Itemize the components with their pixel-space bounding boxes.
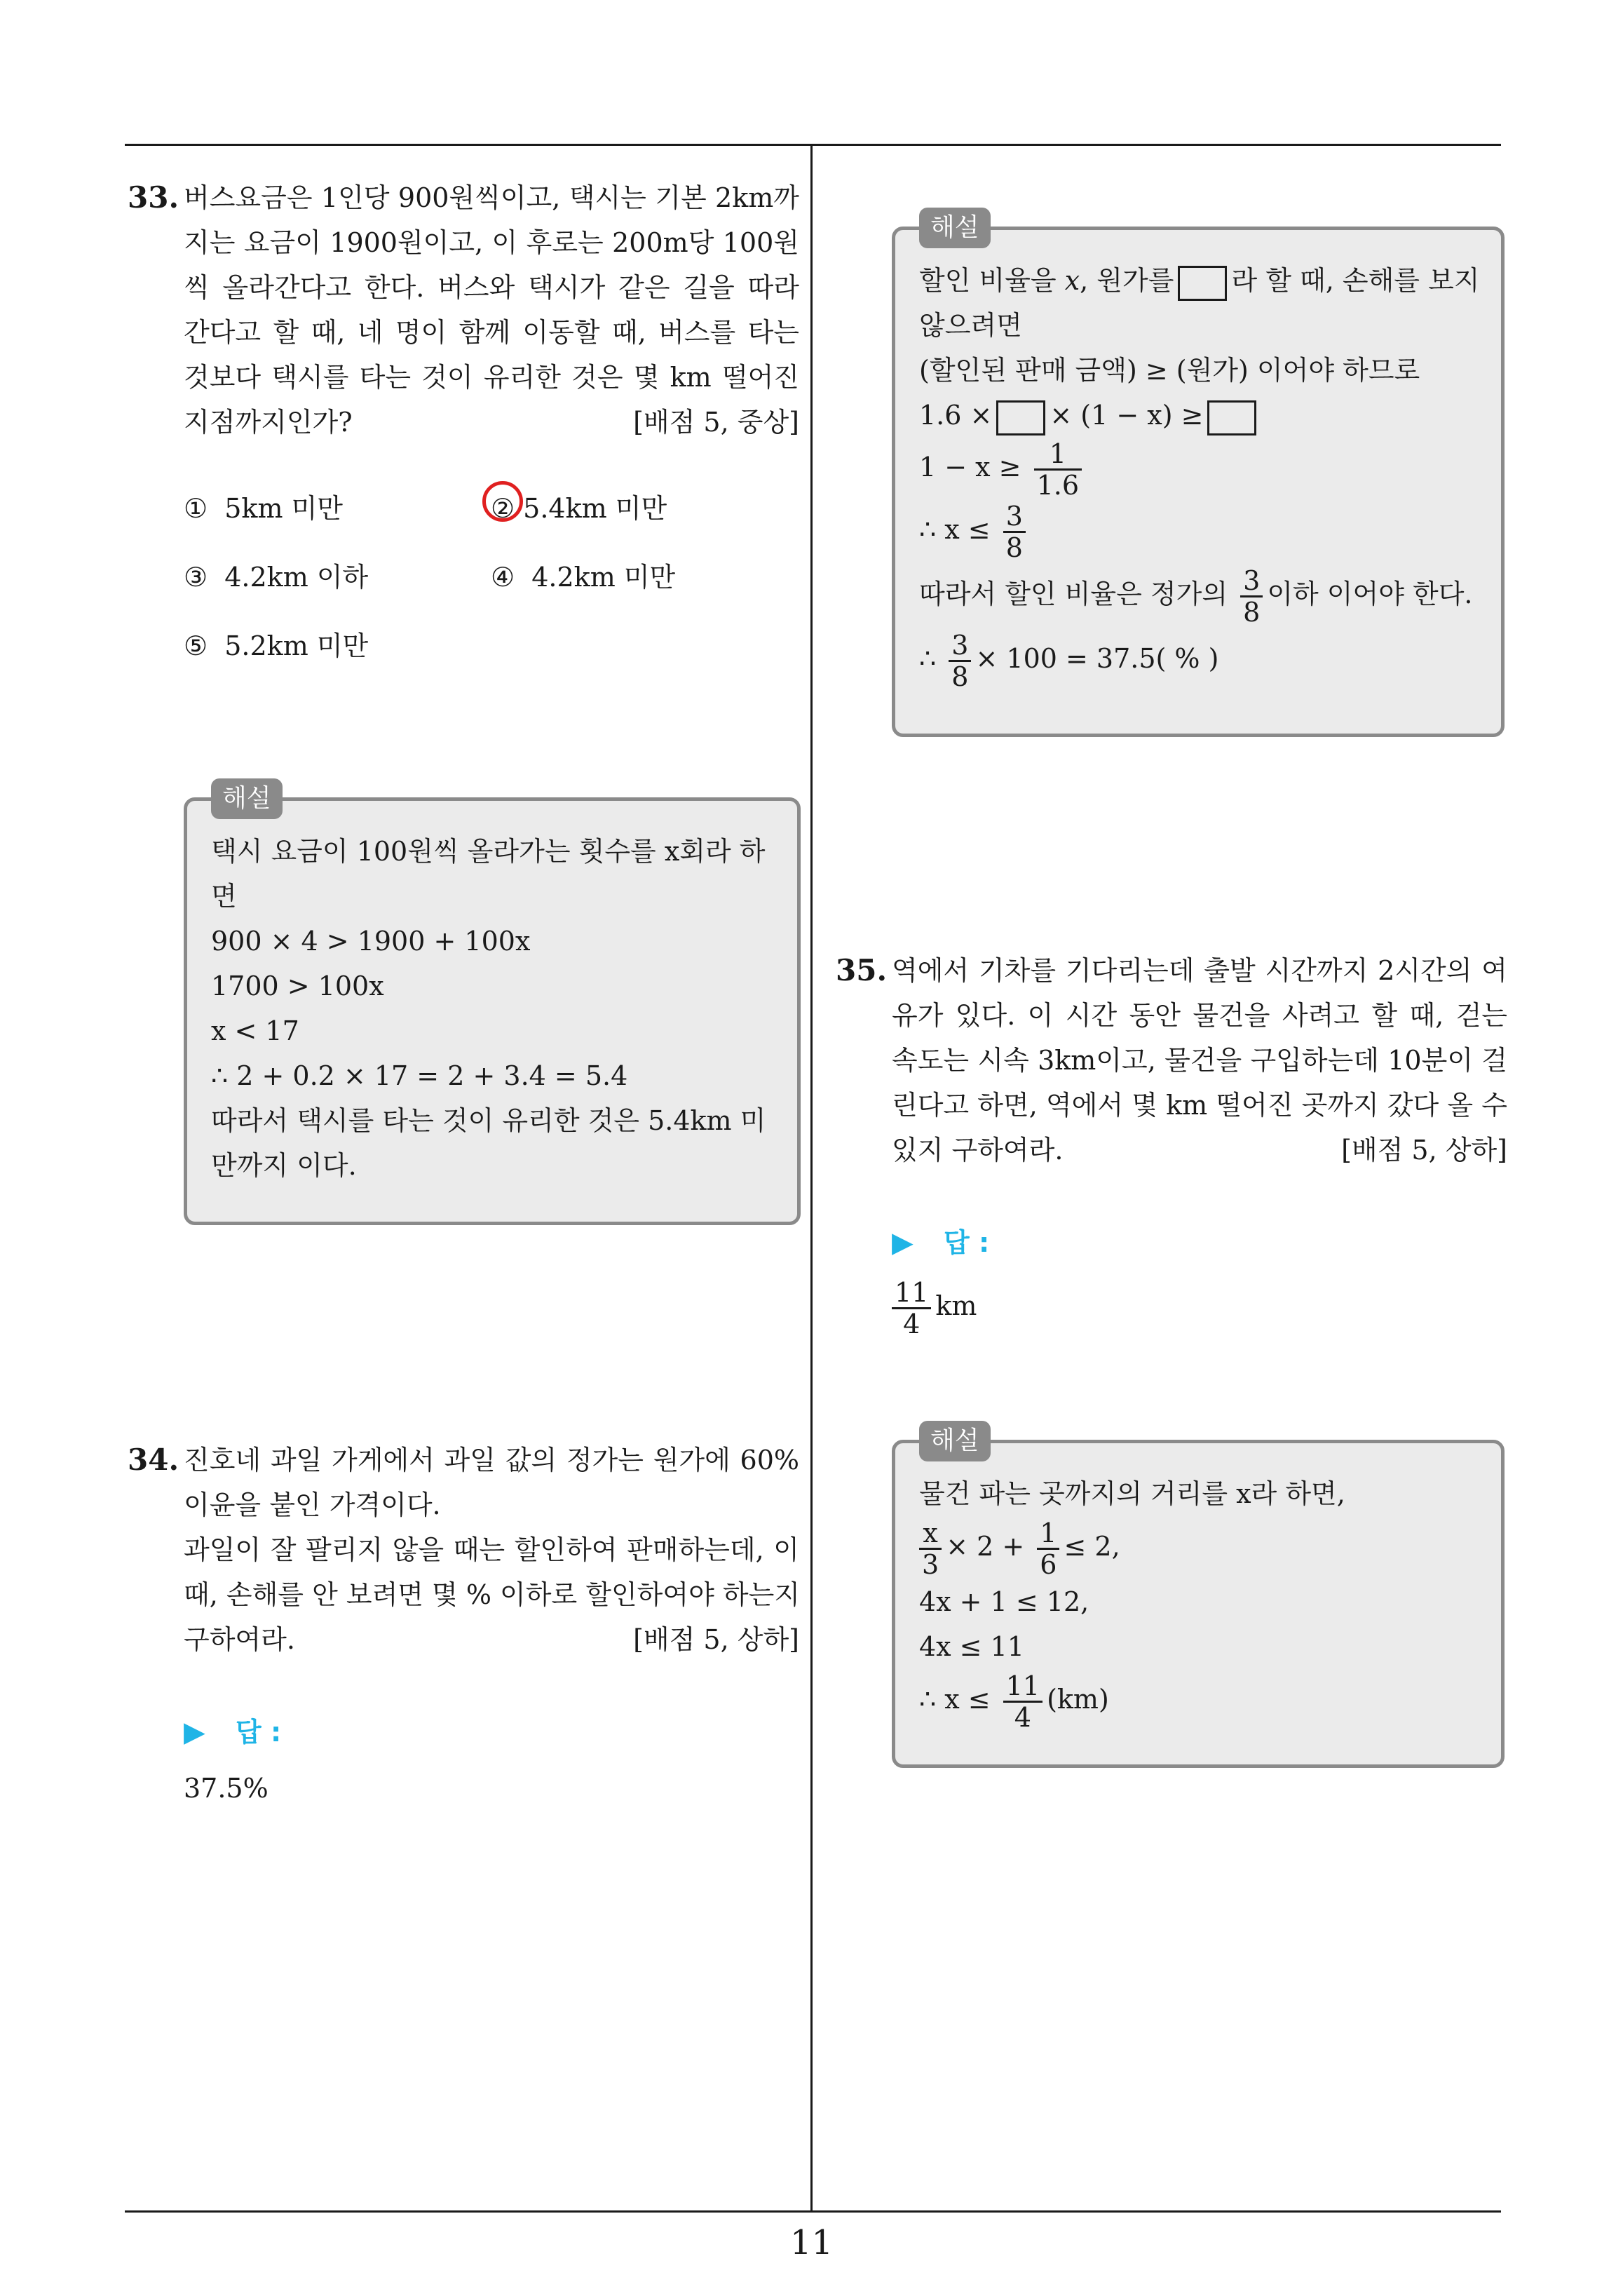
- bottom-rule: [125, 2210, 1501, 2213]
- question-line: 버스요금은 1인당 900원씩이고, 택시는 기본 2km까: [184, 182, 799, 213]
- solution-text: × (1 − x) ≥: [1050, 400, 1204, 431]
- solution-line: [919, 393, 1481, 438]
- variable: x: [1064, 265, 1080, 296]
- question-line: 씩 올라간다고 한다. 버스와 택시가 같은 길을 따라: [184, 272, 799, 303]
- selected-mark-icon: [482, 481, 523, 522]
- play-triangle-icon: ▶: [892, 1227, 914, 1259]
- solution-text: ≤ 2,: [1064, 1531, 1120, 1562]
- answer-section: [184, 1711, 799, 1809]
- solution-line: [919, 627, 1481, 691]
- score-badge: [배점 5, 상하]: [633, 1624, 799, 1655]
- choice-number: ②: [491, 493, 515, 524]
- fraction-numerator: 3: [949, 630, 971, 662]
- solution-text: 1.6 ×: [919, 400, 993, 431]
- choice-5[interactable]: [184, 624, 368, 663]
- choice-number: ③: [184, 562, 208, 593]
- choice-2[interactable]: [491, 487, 667, 525]
- choice-text: 5.2km 미만: [224, 630, 369, 661]
- fraction-denominator: 8: [1243, 597, 1261, 628]
- page-number: 11: [789, 2223, 834, 2262]
- choice-number: ⑤: [184, 630, 208, 661]
- fraction: [1240, 566, 1263, 627]
- solution-line: 따라서 택시를 타는 것이 유리한 것은 5.4km 미: [211, 1105, 766, 1136]
- solution-line: 4x ≤ 11: [919, 1631, 1024, 1662]
- question-35-block: [836, 948, 1507, 1339]
- fraction: [1037, 1518, 1059, 1579]
- blank-box: [1207, 400, 1256, 435]
- fraction: [1034, 439, 1082, 500]
- play-triangle-icon: ▶: [184, 1716, 205, 1748]
- fraction: [1003, 501, 1026, 562]
- choice-number: ④: [491, 562, 515, 593]
- question-text: [892, 948, 1507, 1173]
- choice-text: 4.2km 미만: [531, 562, 676, 593]
- answer-label: 답 :: [236, 1717, 282, 1748]
- fraction-numerator: 1: [1034, 439, 1082, 471]
- choice-text: 5.4km 미만: [523, 493, 667, 524]
- blank-box: [996, 400, 1045, 435]
- solution-text: 1 − x ≥: [919, 452, 1021, 482]
- solution-text: ∴ x ≤: [919, 1684, 991, 1715]
- solution-line: [919, 500, 1481, 562]
- fraction-denominator: 1.6: [1036, 470, 1080, 501]
- solution-line: (할인된 판매 금액) ≥ (원가) 이어야 하므로: [919, 355, 1420, 386]
- question-line: 지는 요금이 1900원이고, 이 후로는 200m당 100원: [184, 227, 799, 258]
- solution-text: × 100 = 37.5( % ): [975, 643, 1219, 674]
- solution-text: ∴: [919, 643, 937, 674]
- solution-line: [919, 1669, 1481, 1732]
- solution-tag: 해설: [919, 208, 991, 248]
- score-badge: [배점 5, 중상]: [633, 407, 799, 438]
- column-divider: [810, 144, 813, 2213]
- fraction-denominator: 4: [903, 1309, 921, 1339]
- solution-line: 4x + 1 ≤ 12,: [919, 1586, 1089, 1617]
- question-line: 린다고 하면, 역에서 몇 km 떨어진 곳까지 갔다 올 수: [892, 1090, 1507, 1121]
- answer-value: 37.5%: [184, 1773, 269, 1804]
- question-line: 유가 있다. 이 시간 동안 물건을 사려고 할 때, 걷는: [892, 1000, 1507, 1031]
- blank-box: [1178, 266, 1227, 301]
- solution-line: 900 × 4 > 1900 + 100x: [211, 926, 531, 957]
- solution-line: 면: [211, 881, 237, 912]
- question-35: [836, 948, 1507, 1173]
- fraction-numerator: 11: [1003, 1671, 1043, 1703]
- fraction: [919, 1518, 942, 1579]
- choice-3[interactable]: [184, 555, 368, 594]
- question-line: [184, 1617, 799, 1662]
- top-rule: [125, 144, 1501, 146]
- solution-line: 만까지 이다.: [211, 1150, 357, 1181]
- solution-line: [919, 258, 1481, 303]
- solution-text: (km): [1047, 1684, 1109, 1715]
- answer-value: [892, 1278, 1507, 1339]
- choice-4[interactable]: [491, 555, 675, 594]
- solution-line: [919, 438, 1481, 500]
- question-line-text: 지점까지인가?: [184, 407, 353, 438]
- question-line: 이윤을 붙인 가격이다.: [184, 1490, 441, 1520]
- solution-tag: 해설: [919, 1421, 991, 1461]
- choice-1[interactable]: [184, 487, 343, 525]
- solution-line: 택시 요금이 100원씩 올라가는 횟수를 x회라 하: [211, 836, 766, 867]
- question-33: [128, 175, 799, 445]
- solution-tag: 해설: [211, 778, 283, 819]
- solution-line: [919, 562, 1481, 627]
- question-number: 34.: [128, 1443, 179, 1477]
- question-line: [892, 1128, 1507, 1173]
- solution-box-34: [892, 213, 1505, 737]
- fraction-denominator: 6: [1040, 1549, 1057, 1580]
- solution-line: 물건 파는 곳까지의 거리를 x라 하면,: [919, 1478, 1345, 1509]
- question-line-text: 구하여라.: [184, 1624, 295, 1655]
- fraction-denominator: 3: [922, 1549, 939, 1580]
- solution-text: × 2 +: [946, 1531, 1025, 1562]
- question-line: 것보다 택시를 타는 것이 유리한 것은 몇 km 떨어진: [184, 362, 799, 393]
- question-line: 속도는 시속 3km이고, 물건을 구입하는데 10분이 걸: [892, 1045, 1507, 1076]
- question-line: 간다고 할 때, 네 명이 함께 이동할 때, 버스를 타는: [184, 317, 799, 348]
- question-line: 때, 손해를 안 보려면 몇 % 이하로 할인하여야 하는지: [184, 1579, 800, 1610]
- solution-text: ∴ x ≤: [919, 514, 991, 545]
- solution-line: x < 17: [211, 1015, 299, 1046]
- solution-line: [919, 1516, 1481, 1579]
- solution-line: ∴ 2 + 0.2 × 17 = 2 + 3.4 = 5.4: [211, 1060, 628, 1091]
- answer-unit: km: [935, 1290, 977, 1321]
- fraction-numerator: 1: [1037, 1518, 1059, 1550]
- solution-text: 할인 비율을: [919, 265, 1065, 296]
- question-text: [184, 1438, 799, 1662]
- choice-number: ①: [184, 493, 208, 524]
- question-text: [184, 175, 799, 445]
- fraction-numerator: 3: [1003, 501, 1026, 533]
- solution-text: 라 할 때, 손해를 보지: [1231, 265, 1480, 296]
- question-line: 과일이 잘 팔리지 않을 때는 할인하여 판매하는데, 이: [184, 1534, 799, 1565]
- score-badge: [배점 5, 상하]: [1341, 1135, 1507, 1166]
- choice-text: 5km 미만: [224, 493, 343, 524]
- fraction-numerator: 3: [1240, 566, 1263, 597]
- fraction-denominator: 8: [951, 661, 969, 692]
- question-line: 진호네 과일 가게에서 과일 값의 정가는 원가에 60%: [184, 1445, 799, 1475]
- solution-text: 이하 이어야 한다.: [1267, 579, 1473, 609]
- solution-line: 1700 > 100x: [211, 971, 384, 1001]
- question-line: [184, 400, 799, 445]
- question-number: 33.: [128, 180, 179, 215]
- question-line: 역에서 기차를 기다리는데 출발 시간까지 2시간의 여: [892, 955, 1507, 986]
- solution-box-33: [184, 784, 801, 1225]
- question-34: [128, 1438, 799, 1662]
- question-34-block: [128, 1438, 799, 1809]
- solution-box-35: [892, 1426, 1505, 1768]
- fraction: [1003, 1671, 1043, 1732]
- fraction-numerator: x: [919, 1518, 942, 1550]
- solution-text: , 원가를: [1080, 265, 1174, 296]
- fraction-denominator: 4: [1014, 1702, 1031, 1733]
- solution-line: 않으려면: [919, 310, 1022, 341]
- answer-section: [892, 1222, 1507, 1339]
- answer-header: [892, 1222, 1507, 1264]
- fraction-denominator: 8: [1005, 532, 1023, 563]
- fraction-numerator: 11: [892, 1278, 931, 1309]
- left-column: [128, 175, 799, 697]
- answer-header: [184, 1711, 799, 1753]
- fraction: [892, 1278, 931, 1339]
- choice-list: [184, 487, 799, 697]
- question-number: 35.: [836, 953, 888, 987]
- fraction: [949, 630, 971, 691]
- choice-text: 4.2km 이하: [224, 562, 369, 593]
- solution-text: 따라서 할인 비율은 정가의: [919, 579, 1228, 609]
- question-line-text: 있지 구하여라.: [892, 1135, 1064, 1166]
- answer-label: 답 :: [944, 1227, 990, 1258]
